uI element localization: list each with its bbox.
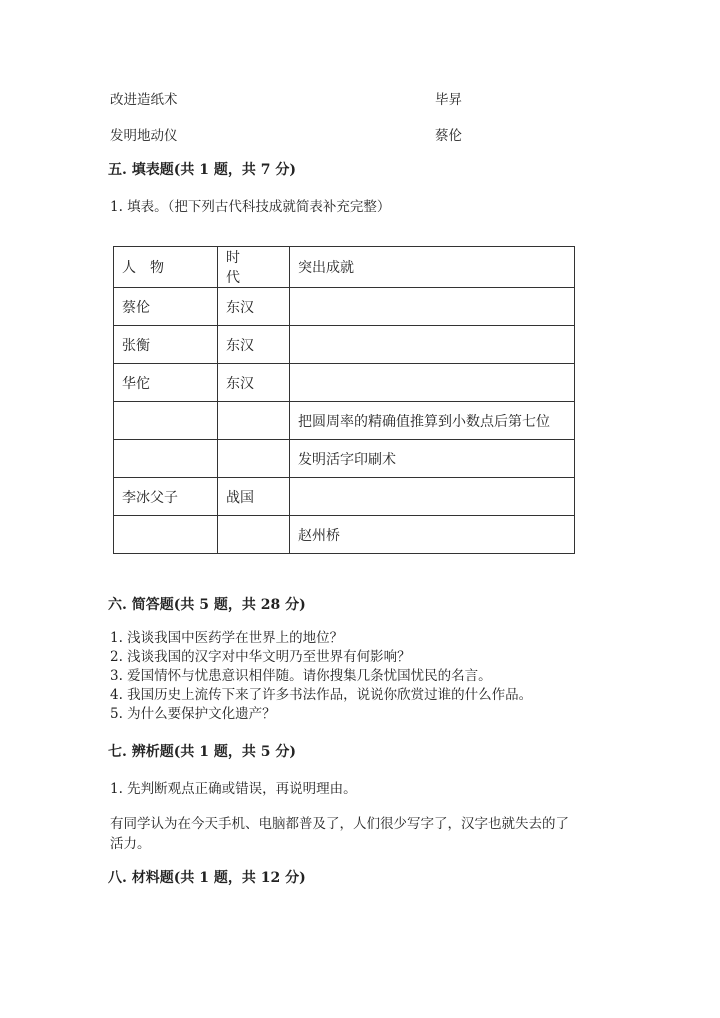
list-item: 5. 为什么要保护文化遗产？: [110, 706, 276, 722]
list-item: 4. 我国历史上流传下来了许多书法作品，说说你欣赏过谁的什么作品。: [110, 687, 533, 703]
table-row: [114, 326, 575, 364]
section-7-statement-line-1: 有同学认为在今天手机、电脑都普及了，人们很少写字了，汉字也就失去的了: [110, 816, 569, 832]
table-row: [114, 478, 575, 516]
achievement-table: [113, 246, 575, 554]
table-cell: 蔡伦: [114, 288, 218, 326]
list-item: 3. 爱国情怀与忧患意识相伴随。请你搜集几条忧国忧民的名言。: [110, 668, 492, 684]
table-row: [114, 288, 575, 326]
table-row: [114, 440, 575, 478]
list-item: 2. 浅谈我国的汉字对中华文明乃至世界有何影响？: [110, 649, 411, 665]
table-cell: 华佗: [114, 364, 218, 402]
section-6-title: 六. 简答题(共 5 题，共 28 分): [108, 597, 306, 613]
table-cell: 张衡: [114, 326, 218, 364]
section-5-question: 1. 填表。（把下列古代科技成就简表补充完整）: [110, 199, 391, 215]
table-cell: 东汉: [218, 326, 290, 364]
table-row: [114, 402, 575, 440]
table-cell[interactable]: [114, 402, 218, 440]
table-cell[interactable]: [218, 516, 290, 554]
table-header-person: 人 物: [114, 247, 218, 288]
section-7-question: 1. 先判断观点正确或错误，再说明理由。: [110, 781, 357, 797]
table-cell[interactable]: [290, 364, 575, 402]
table-header-row: [114, 247, 575, 288]
match-left-1: 改进造纸术: [110, 92, 178, 108]
table-cell: 发明活字印刷术: [290, 440, 575, 478]
table-cell: 东汉: [218, 288, 290, 326]
table-header-era: 时 代: [218, 247, 290, 288]
table-cell[interactable]: [114, 440, 218, 478]
table-cell[interactable]: [290, 478, 575, 516]
section-5-title: 五. 填表题(共 1 题，共 7 分): [108, 162, 296, 178]
table-cell: 东汉: [218, 364, 290, 402]
match-right-2: 蔡伦: [435, 128, 462, 144]
table-cell[interactable]: [290, 288, 575, 326]
match-right-1: 毕昇: [435, 92, 462, 108]
table-cell: 李冰父子: [114, 478, 218, 516]
section-7-statement-line-2: 活力。: [110, 836, 151, 852]
table-row: [114, 364, 575, 402]
table-cell[interactable]: [290, 326, 575, 364]
table-cell[interactable]: [218, 440, 290, 478]
section-6-question-list: [110, 629, 532, 724]
table-cell: 把圆周率的精确值推算到小数点后第七位: [290, 402, 575, 440]
table-cell[interactable]: [114, 516, 218, 554]
table-cell: 战国: [218, 478, 290, 516]
table-header-achievement: 突出成就: [290, 247, 575, 288]
table-cell: 赵州桥: [290, 516, 575, 554]
table-cell[interactable]: [218, 402, 290, 440]
section-8-title: 八. 材料题(共 1 题，共 12 分): [108, 870, 306, 886]
section-7-title: 七. 辨析题(共 1 题，共 5 分): [108, 744, 296, 760]
match-left-2: 发明地动仪: [110, 128, 178, 144]
list-item: 1. 浅谈我国中医药学在世界上的地位？: [110, 630, 344, 646]
table-row: [114, 516, 575, 554]
